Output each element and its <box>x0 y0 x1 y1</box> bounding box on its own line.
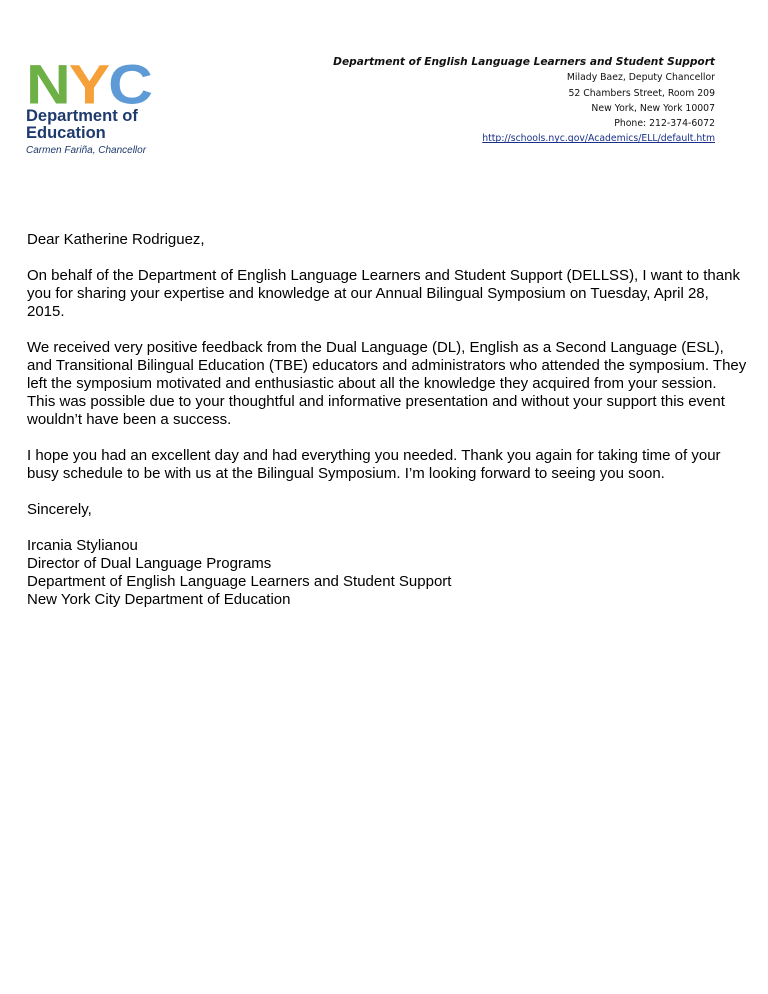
paragraph: We received very positive feedback from the Dual Language (DL), English as a Second Language (ESL), and Transitional Bilingual Education (TBE) educators and administrators who attended the symposium. They left the symposium motivated and enthusiastic about all the knowledge they acquired from your session. This was possible due to your thoughtful and informative presentation and without your support this event wouldn’t have been a success. <box>27 339 747 428</box>
logo-chancellor: Carmen Fariña, Chancellor <box>26 145 147 156</box>
closing: Sincerely, <box>27 501 92 518</box>
logo-line1: Department of <box>26 107 138 125</box>
logo-letter-c: C <box>108 53 151 116</box>
department-title: Department of English Language Learners and Student Support <box>333 56 715 68</box>
letter-body <box>27 231 747 609</box>
signature-block <box>27 537 747 609</box>
logo-letter-y: Y <box>68 53 109 116</box>
website-link[interactable]: http://schools.nyc.gov/Academics/ELL/default.htm <box>482 133 715 145</box>
signer-title: Director of Dual Language Programs <box>27 555 272 572</box>
city-address: New York, New York 10007 <box>591 102 715 114</box>
signer-name: Ircania Stylianou <box>27 537 138 554</box>
logo-line2: Education <box>26 124 106 142</box>
paragraph: I hope you had an excellent day and had everything you needed. Thank you again for taking time of your busy schedule to be with us at the Bilingual Symposium. I’m looking forward to seeing you soon. <box>27 447 721 482</box>
nyc-doe-logo <box>26 53 176 156</box>
salutation: Dear Katherine Rodriguez, <box>27 231 205 248</box>
signer-org: New York City Department of Education <box>27 591 291 608</box>
street-address: 52 Chambers Street, Room 209 <box>568 87 715 99</box>
signer-department: Department of English Language Learners and Student Support <box>27 573 452 590</box>
paragraph: On behalf of the Department of English Language Learners and Student Support (DELLSS), I want to thank you for sharing your expertise and knowledge at our Annual Bilingual Symposium on Tuesday, April 28, 2015. <box>27 267 740 320</box>
logo-letter-n: N <box>26 53 69 116</box>
deputy-chancellor: Milady Baez, Deputy Chancellor <box>566 72 715 84</box>
letterhead <box>333 55 715 147</box>
phone: Phone: 212-374-6072 <box>614 118 715 130</box>
